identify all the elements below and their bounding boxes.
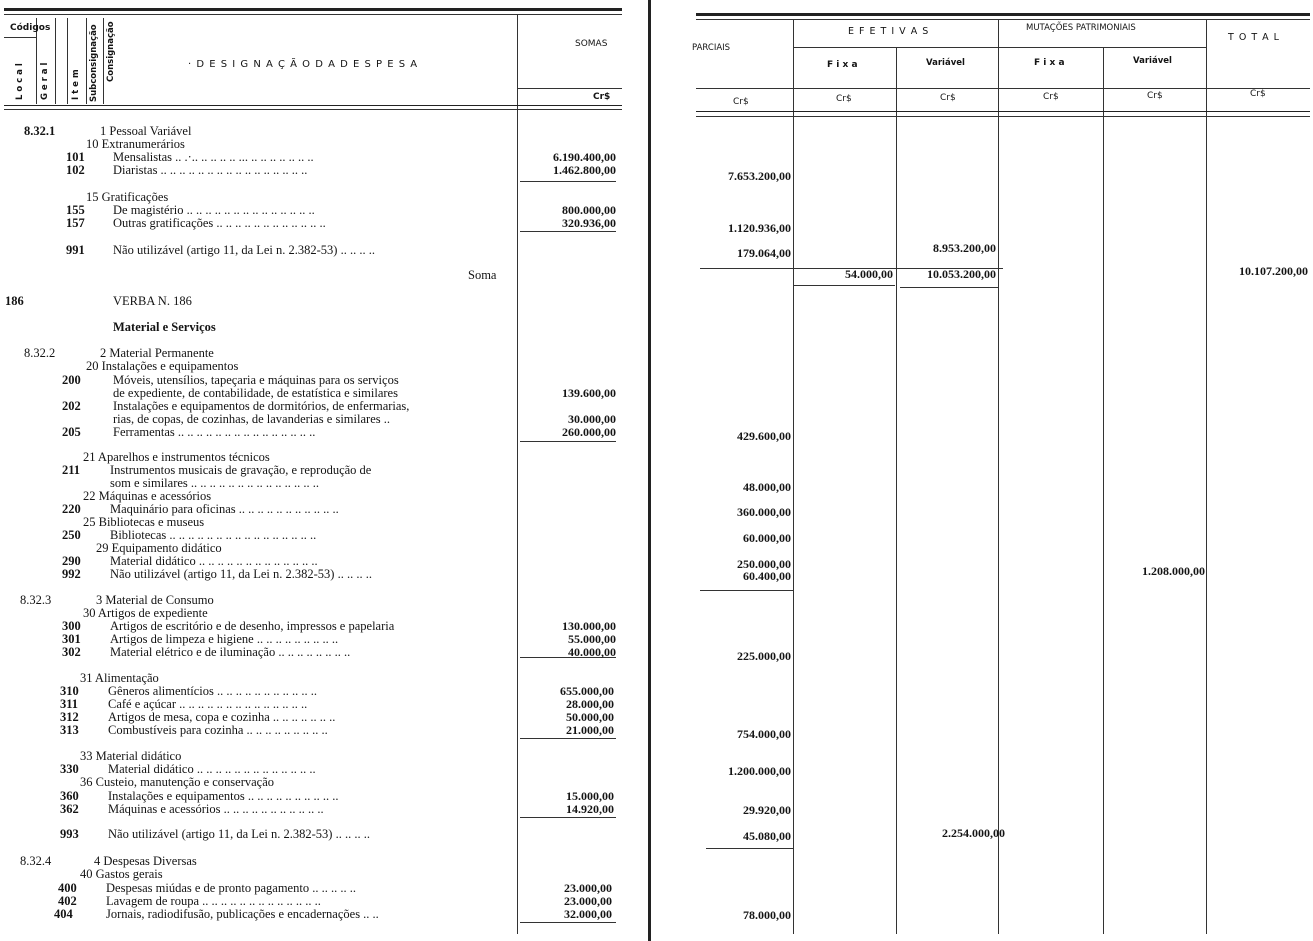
parcial-value: 78.000,00 — [743, 908, 791, 922]
cr-parciais: Cr$ — [733, 97, 749, 107]
row-code: 211 — [62, 463, 81, 477]
row-code: 301 — [62, 632, 81, 646]
row-code: 155 — [66, 203, 85, 217]
row-text: Artigos de escritório e de desenho, impressos e papelaria — [110, 619, 395, 633]
row-text: 15 Gratificações — [86, 190, 169, 204]
row-code: 313 — [60, 723, 79, 737]
row-text: Não utilizável (artigo 11, da Lei n. 2.382-53) .. .. .. .. — [108, 827, 370, 841]
soma-rule-var — [900, 287, 998, 288]
right-header-bottom-2 — [696, 116, 1310, 117]
variavel-value: 2.254.000,00 — [942, 826, 1005, 840]
codigos-label: Códigos — [10, 23, 51, 33]
verba-code: 186 — [5, 294, 24, 308]
row-text: Instalações e equipamentos .. .. .. .. .. .. .. .. .. .. — [108, 789, 339, 803]
subheader-rule — [696, 88, 1310, 89]
soma-value: 320.936,00 — [562, 216, 616, 230]
row-code: 8.32.2 — [24, 346, 56, 360]
soma-value: 14.920,00 — [566, 802, 614, 816]
soma-value: 23.000,00 — [564, 881, 612, 895]
col-divider-fixa-var — [896, 48, 897, 934]
efetivas-label: E F E T I V A S — [848, 26, 930, 37]
designacao-title: · D E S I G N A Ç Ã O D A D E S P E S A — [188, 59, 419, 70]
parcial-value: 179.064,00 — [737, 246, 791, 260]
row-text: 31 Alimentação — [80, 671, 159, 685]
variavel-label-1: Variável — [926, 58, 965, 68]
cr-variavel-2: Cr$ — [1147, 91, 1163, 101]
parcial-value: 60.400,00 — [743, 569, 791, 583]
row-code: 8.32.1 — [24, 124, 56, 138]
row-code: 250 — [62, 528, 81, 542]
geral-label: G e r a l — [40, 62, 50, 100]
row-text: de expediente, de contabilidade, de estatística e similares — [113, 386, 398, 400]
subconsignacao-label: Subconsignação — [89, 24, 99, 102]
row-code: 360 — [60, 789, 79, 803]
row-text: Não utilizável (artigo 11, da Lei n. 2.382-53) .. .. .. .. — [110, 567, 372, 581]
row-code: 102 — [66, 163, 85, 177]
row-code: 400 — [58, 881, 77, 895]
soma-value: 139.600,00 — [562, 386, 616, 400]
top-rule-left-2 — [4, 14, 622, 15]
parcial-value: 60.000,00 — [743, 531, 791, 545]
col-divider-total — [1206, 19, 1207, 934]
header-bottom-rule — [4, 105, 622, 106]
parcial-value: 48.000,00 — [743, 480, 791, 494]
soma-value: 30.000,00 — [568, 412, 616, 426]
col-divider-mut-fixa-var — [1103, 48, 1104, 934]
parcial-rule-3 — [706, 848, 793, 849]
variavel-label-2: Variável — [1133, 56, 1172, 66]
mutacoes-label: MUTAÇÕES PATRIMONIAIS — [1026, 23, 1136, 33]
soma-value: 50.000,00 — [566, 710, 614, 724]
consignacao-label: Consignação — [106, 21, 116, 82]
soma-rule-fixa — [793, 285, 895, 286]
row-text: Outras gratificações .. .. .. .. .. .. .. .. .. .. .. .. — [113, 216, 326, 230]
parcial-rule-2 — [700, 590, 793, 591]
sum-rule-6 — [520, 817, 616, 818]
top-rule-right — [696, 13, 1310, 16]
parcial-value: 7.653.200,00 — [728, 169, 791, 183]
row-code: 202 — [62, 399, 81, 413]
row-text: 20 Instalações e equipamentos — [86, 359, 239, 373]
parciais-label: PARCIAIS — [692, 43, 731, 53]
row-code: 8.32.3 — [20, 593, 52, 607]
row-text: Artigos de limpeza e higiene .. .. .. .. .. .. .. .. .. — [110, 632, 339, 646]
fixa-total: 54.000,00 — [845, 267, 893, 281]
sum-rule-3 — [520, 441, 616, 442]
row-text: Artigos de mesa, copa e cozinha .. .. .. .. .. .. .. — [108, 710, 336, 724]
row-text: 22 Máquinas e acessórios — [83, 489, 212, 503]
row-text: Material didático .. .. .. .. .. .. .. .. .. .. .. .. .. — [108, 762, 316, 776]
row-text: Mensalistas .. .·.. .. .. .. .. ... .. .. .. .. .. .. .. — [113, 150, 314, 164]
codigos-rule — [4, 37, 36, 38]
row-code: 311 — [60, 697, 79, 711]
soma-value: 15.000,00 — [566, 789, 614, 803]
fixa-label-2: F i x a — [1034, 58, 1065, 68]
parcial-value: 29.920,00 — [743, 803, 791, 817]
row-text: Combustíveis para cozinha .. .. .. .. .. .. .. .. .. — [108, 723, 328, 737]
parcial-value: 429.600,00 — [737, 429, 791, 443]
row-text: 10 Extranumerários — [86, 137, 185, 151]
row-text: 1 Pessoal Variável — [100, 124, 192, 138]
row-text: Móveis, utensílios, tapeçaria e máquinas para os serviços — [113, 373, 399, 387]
row-text: Instalações e equipamentos de dormitórios, de enfermarias, — [113, 399, 410, 413]
soma-value: 32.000,00 — [564, 907, 612, 921]
mut-variavel-value: 1.208.000,00 — [1142, 564, 1205, 578]
header-bottom-rule-2 — [4, 109, 622, 110]
cr-variavel-1: Cr$ — [940, 93, 956, 103]
soma-value: 40.000,00 — [568, 645, 616, 659]
row-code: 402 — [58, 894, 77, 908]
col-divider-subconsig — [86, 18, 87, 104]
row-text: 3 Material de Consumo — [96, 593, 214, 607]
variavel-total: 10.053.200,00 — [927, 267, 996, 281]
parcial-value: 1.120.936,00 — [728, 221, 791, 235]
fixa-label-1: F i x a — [827, 60, 858, 70]
page-gutter — [648, 0, 651, 941]
row-text: 4 Despesas Diversas — [94, 854, 197, 868]
row-code: 302 — [62, 645, 81, 659]
row-text: Ferramentas .. .. .. .. .. .. .. .. .. .. .. .. .. .. .. — [113, 425, 316, 439]
row-code: 290 — [62, 554, 81, 568]
row-text: som e similares .. .. .. .. .. .. .. .. .. .. .. .. .. .. — [110, 476, 320, 490]
row-code: 312 — [60, 710, 79, 724]
item-label: I t e m — [71, 69, 81, 100]
row-text: Jornais, radiodifusão, publicações e encadernações .. .. — [106, 907, 379, 921]
grand-total: 10.107.200,00 — [1239, 264, 1308, 278]
row-text: 29 Equipamento didático — [96, 541, 222, 555]
col-divider-consig — [103, 18, 104, 104]
soma-value: 21.000,00 — [566, 723, 614, 737]
soma-label: Soma — [468, 268, 497, 282]
row-text: Café e açúcar .. .. .. .. .. .. .. .. .. .. .. .. .. .. — [108, 697, 308, 711]
soma-value: 1.462.800,00 — [553, 163, 616, 177]
sum-rule-1 — [520, 181, 616, 182]
parcial-value: 250.000,00 — [737, 557, 791, 571]
sum-rule-2 — [520, 231, 616, 232]
col-divider-mutacoes — [998, 19, 999, 934]
row-text: rias, de copas, de cozinhas, de lavanderias e similares .. — [113, 412, 390, 426]
row-text: 30 Artigos de expediente — [83, 606, 208, 620]
row-text: 36 Custeio, manutenção e conservação — [80, 775, 275, 789]
col-divider-item — [67, 18, 68, 104]
row-text: 2 Material Permanente — [100, 346, 214, 360]
row-code: 157 — [66, 216, 85, 230]
soma-value: 28.000,00 — [566, 697, 614, 711]
parcial-value: 1.200.000,00 — [728, 764, 791, 778]
efetivas-rule — [793, 47, 1206, 48]
row-text: Maquinário para oficinas .. .. .. .. .. .. .. .. .. .. .. — [110, 502, 339, 516]
row-code: 200 — [62, 373, 81, 387]
row-text: 40 Gastos gerais — [80, 867, 163, 881]
row-text: 25 Bibliotecas e museus — [83, 515, 205, 529]
right-header-bottom — [696, 111, 1310, 112]
row-code: 992 — [62, 567, 81, 581]
top-rule-right-2 — [696, 19, 1310, 20]
soma-value: 800.000,00 — [562, 203, 616, 217]
local-label: L o c a l — [15, 63, 25, 100]
sum-rule-7 — [520, 922, 616, 923]
row-text: Gêneros alimentícios .. .. .. .. .. .. .. .. .. .. .. — [108, 684, 317, 698]
row-text: 21 Aparelhos e instrumentos técnicos — [83, 450, 270, 464]
row-code: 300 — [62, 619, 81, 633]
col-divider-geral — [55, 18, 56, 104]
row-text: De magistério .. .. .. .. .. .. .. .. .. .. .. .. .. .. — [113, 203, 315, 217]
soma-value: 23.000,00 — [564, 894, 612, 908]
parcial-value: 360.000,00 — [737, 505, 791, 519]
row-code: 330 — [60, 762, 79, 776]
row-text: Lavagem de roupa .. .. .. .. .. .. .. .. .. .. .. .. .. — [106, 894, 321, 908]
col-divider-efetivas — [793, 19, 794, 934]
row-code: 404 — [54, 907, 73, 921]
row-text: Instrumentos musicais de gravação, e reprodução de — [110, 463, 372, 477]
somas-label: SOMAS — [575, 39, 608, 49]
row-text: Bibliotecas .. .. .. .. .. .. .. .. .. .. .. .. .. .. .. .. — [110, 528, 317, 542]
cr-fixa-1: Cr$ — [836, 94, 852, 104]
row-code: 310 — [60, 684, 79, 698]
row-code: 220 — [62, 502, 81, 516]
soma-value: 130.000,00 — [562, 619, 616, 633]
parcial-value: 754.000,00 — [737, 727, 791, 741]
sum-rule-5 — [520, 738, 616, 739]
row-code: 101 — [66, 150, 85, 164]
soma-value: 6.190.400,00 — [553, 150, 616, 164]
section-title: Material e Serviços — [113, 320, 216, 334]
row-code: 8.32.4 — [20, 854, 52, 868]
cr-fixa-2: Cr$ — [1043, 92, 1059, 102]
parcial-value: 225.000,00 — [737, 649, 791, 663]
row-text: Máquinas e acessórios .. .. .. .. .. .. .. .. .. .. .. — [108, 802, 324, 816]
col-divider-somas — [517, 14, 518, 934]
cr-total: Cr$ — [1250, 89, 1266, 99]
top-rule-left — [4, 8, 622, 11]
row-code: 205 — [62, 425, 81, 439]
row-code: 362 — [60, 802, 79, 816]
row-code: 993 — [60, 827, 79, 841]
soma-value: 655.000,00 — [560, 684, 614, 698]
row-text: Material elétrico e de iluminação .. .. .. .. .. .. .. .. — [110, 645, 351, 659]
total-label: T O T A L — [1228, 32, 1280, 43]
row-text: Diaristas .. .. .. .. .. .. .. .. .. .. .. .. .. .. .. .. — [113, 163, 308, 177]
soma-value: 260.000,00 — [562, 425, 616, 439]
row-text: 33 Material didático — [80, 749, 182, 763]
somas-currency: Cr$ — [593, 92, 611, 102]
soma-value: 55.000,00 — [568, 632, 616, 646]
row-text: Não utilizável (artigo 11, da Lei n. 2.382-53) .. .. .. .. — [113, 243, 375, 257]
row-text: Despesas miúdas e de pronto pagamento .. .. .. .. .. — [106, 881, 356, 895]
parcial-rule-1 — [700, 268, 793, 269]
parcial-value: 45.080,00 — [743, 829, 791, 843]
row-text: Material didático .. .. .. .. .. .. .. .. .. .. .. .. .. — [110, 554, 318, 568]
variavel-value: 8.953.200,00 — [933, 241, 996, 255]
verba-title: VERBA N. 186 — [113, 294, 192, 308]
row-code: 991 — [66, 243, 85, 257]
somas-rule — [517, 88, 622, 89]
